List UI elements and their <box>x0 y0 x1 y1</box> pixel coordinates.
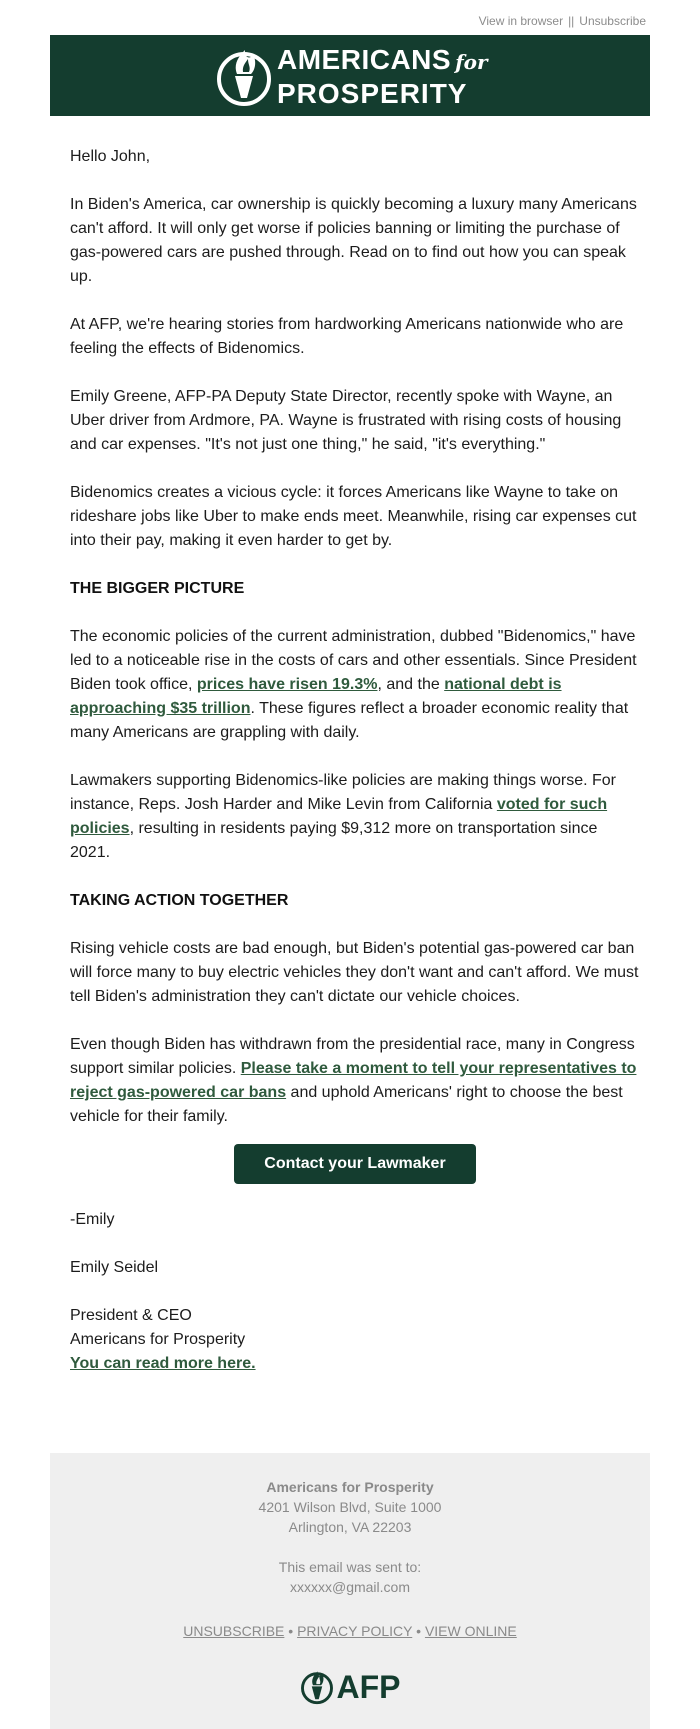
footer-address-line1: 4201 Wilson Blvd, Suite 1000 <box>258 1499 442 1515</box>
contact-lawmaker-button[interactable]: Contact your Lawmaker <box>234 1144 476 1184</box>
footer-unsubscribe-link[interactable]: UNSUBSCRIBE <box>183 1623 285 1639</box>
heading-bigger-picture: THE BIGGER PICTURE <box>70 580 245 597</box>
footer-view-online-link[interactable]: VIEW ONLINE <box>424 1623 517 1639</box>
logo-wordmark <box>277 45 488 108</box>
heading-taking-action: TAKING ACTION TOGETHER <box>70 892 289 909</box>
text-segment: The economic policies of the current administration, dubbed "Bidenomics," have led to a noticeable rise in the costs of cars and other essentials. Since President Biden took office, <box>70 628 637 693</box>
paragraph-afp-stories: At AFP, we're hearing stories from hardworking Americans nationwide who are feeling the effects of Bidenomics. <box>70 316 624 357</box>
signoff: -Emily <box>70 1211 115 1228</box>
signature-name: Emily Seidel <box>70 1259 159 1276</box>
signature-org: Americans for Prosperity <box>70 1331 246 1348</box>
footer-logo-text: AFP <box>336 1669 401 1705</box>
paragraph-vicious-cycle: Bidenomics creates a vicious cycle: it forces Americans like Wayne to take on rideshare jobs like Uber to make ends meet. Meanwhile, rising car expenses cut into their pay, making it even harder to get by. <box>70 484 637 549</box>
torch-icon <box>215 46 273 108</box>
email-footer <box>50 1453 650 1729</box>
read-more-link[interactable]: You can read more here. <box>70 1355 256 1372</box>
footer-email: xxxxxx@gmail.com <box>289 1579 410 1595</box>
tell-representatives-link[interactable]: Please take a moment to tell your representatives to reject gas-powered car bans <box>70 1060 637 1101</box>
greeting: Hello John, <box>70 148 151 165</box>
cta-container <box>70 1144 640 1184</box>
email-body <box>70 145 640 1376</box>
logo-for: for <box>455 50 488 74</box>
logo-line-americans: AMERICANS <box>277 44 452 75</box>
text-segment: Lawmakers supporting Bidenomics-like policies are making things worse. For instance, Reps. Josh Harder and Mike Levin from California <box>70 772 617 813</box>
footer-sent-to-label: This email was sent to: <box>278 1559 422 1575</box>
footer-bullet: • <box>416 1623 422 1639</box>
email-header-banner <box>50 35 650 116</box>
torch-icon <box>300 1669 334 1705</box>
signature-block <box>70 1208 640 1376</box>
voted-policies-link[interactable]: voted for such policies <box>70 796 608 837</box>
footer-bullet: • <box>288 1623 294 1639</box>
footer-address-line2: Arlington, VA 22203 <box>288 1519 412 1535</box>
text-segment: , resulting in residents paying $9,312 more on transportation since 2021. <box>70 820 598 861</box>
signature-title: President & CEO <box>70 1307 192 1324</box>
footer-links <box>50 1621 650 1641</box>
afp-logo[interactable] <box>215 45 488 108</box>
topbar-separator: || <box>568 14 575 28</box>
paragraph-wayne-story: Emily Greene, AFP-PA Deputy State Director, recently spoke with Wayne, an Uber driver from Ardmore, PA. Wayne is frustrated with rising costs of housing and car expenses. "It's not just one thing," he said, "it's everything." <box>70 388 622 453</box>
top-links-bar <box>0 0 700 34</box>
unsubscribe-link[interactable]: Unsubscribe <box>579 14 646 28</box>
text-segment: . These figures reflect a broader economic reality that many Americans are grappling with daily. <box>70 700 629 741</box>
paragraph-call-to-action <box>70 1033 640 1129</box>
footer-afp-logo[interactable] <box>300 1669 401 1705</box>
view-in-browser-link[interactable]: View in browser <box>478 14 564 28</box>
footer-privacy-link[interactable]: PRIVACY POLICY <box>297 1623 413 1639</box>
paragraph-economic-policies <box>70 625 640 745</box>
text-segment: , and the <box>377 676 445 693</box>
text-segment: and uphold Americans' right to choose the best vehicle for their family. <box>70 1084 623 1125</box>
paragraph-lawmakers <box>70 769 640 865</box>
national-debt-link[interactable]: national debt is approaching $35 trillion <box>70 676 562 717</box>
prices-risen-link[interactable]: prices have risen 19.3% <box>196 676 378 693</box>
paragraph-vehicle-costs: Rising vehicle costs are bad enough, but Biden's potential gas-powered car ban will force many to buy electric vehicles they don't want and can't afford. We must tell Biden's administration they can't dictate our vehicle choices. <box>70 940 639 1005</box>
text-segment: Even though Biden has withdrawn from the presidential race, many in Congress support similar policies. <box>70 1036 635 1077</box>
footer-org-name: Americans for Prosperity <box>266 1479 434 1495</box>
paragraph-intro: In Biden's America, car ownership is quickly becoming a luxury many Americans can't afford. It will only get worse if policies banning or limiting the purchase of gas-powered cars are pushed through. Read on to find out how you can speak up. <box>70 196 637 285</box>
logo-line-prosperity: PROSPERITY <box>277 78 468 109</box>
